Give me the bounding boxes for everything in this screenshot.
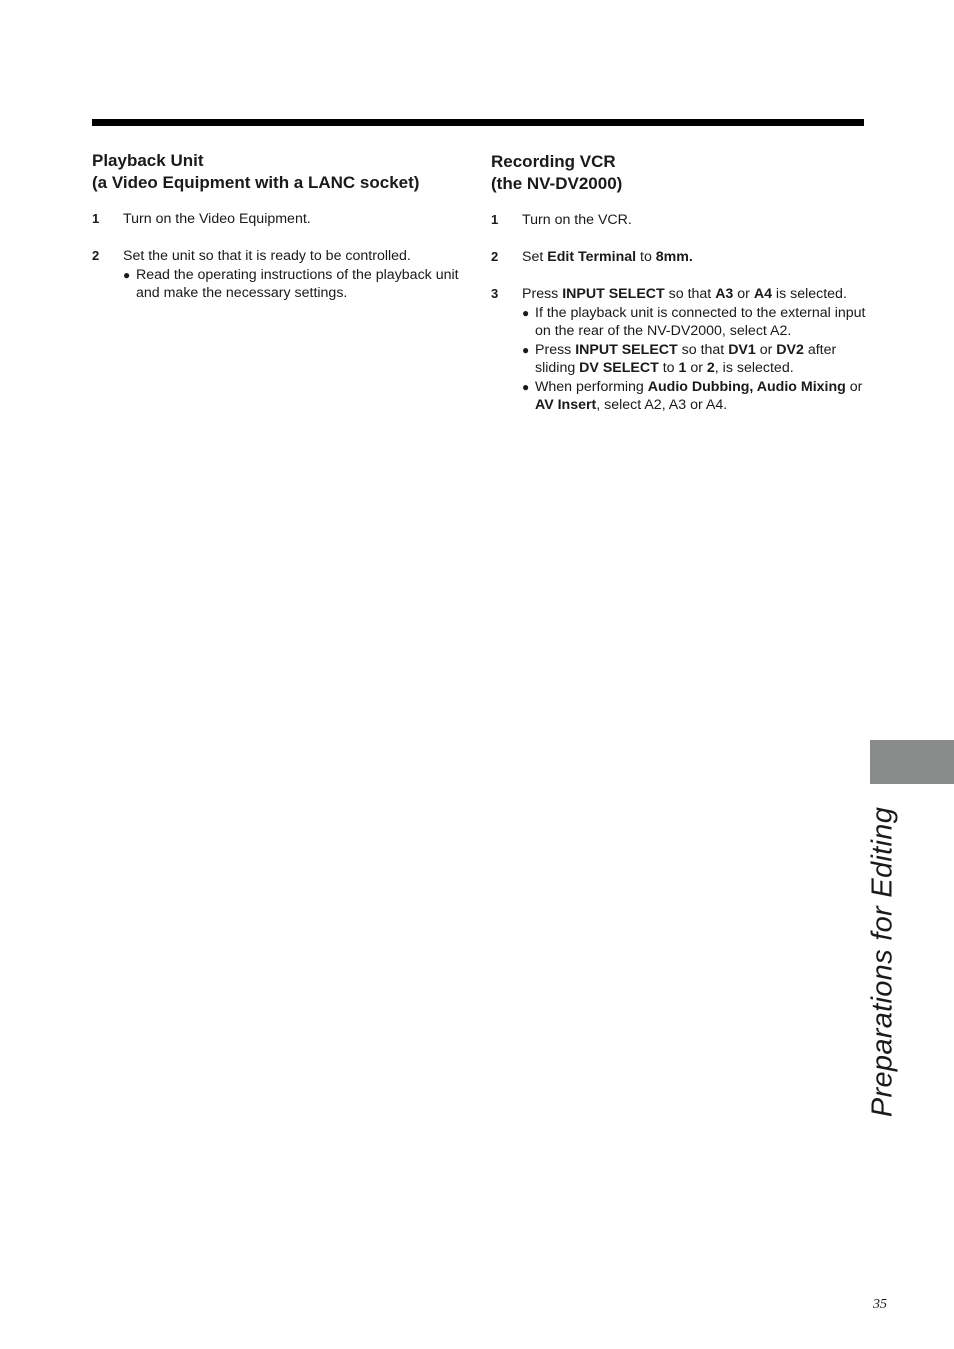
bullet-item: ● Press INPUT SELECT so that DV1 or DV2 after sliding DV SELECT to 1 or 2, is selected. bbox=[522, 341, 837, 376]
step-text: Press INPUT SELECT so that A3 or A4 is selected. bbox=[522, 286, 847, 302]
step-3 bbox=[491, 285, 871, 415]
step-number: 3 bbox=[491, 286, 499, 301]
step-text: Turn on the Video Equipment. bbox=[123, 211, 311, 227]
step-1 bbox=[491, 211, 871, 230]
step-text: Set the unit so that it is ready to be controlled. bbox=[123, 248, 411, 264]
step-number: 1 bbox=[491, 212, 499, 227]
step-text: Turn on the VCR. bbox=[522, 212, 632, 228]
step-number: 1 bbox=[92, 211, 100, 226]
section-heading: Recording VCR (the NV-DV2000) bbox=[491, 152, 623, 193]
recording-vcr-section bbox=[491, 150, 871, 433]
playback-unit-section bbox=[92, 150, 464, 321]
bullet-icon: ● bbox=[522, 305, 530, 320]
step-number: 2 bbox=[92, 248, 100, 263]
bullet-icon: ● bbox=[522, 379, 530, 394]
bullet-item: ● When performing Audio Dubbing, Audio Mixing or AV Insert, select A2, A3 or A4. bbox=[522, 378, 863, 413]
section-heading: Playback Unit (a Video Equipment with a LANC socket) bbox=[92, 151, 420, 192]
bullet-item: ● Read the operating instructions of the playback unit and make the necessary settings. bbox=[123, 266, 459, 301]
step-text: Set Edit Terminal to 8mm. bbox=[522, 249, 693, 265]
bullet-icon: ● bbox=[522, 342, 530, 357]
section-tab bbox=[870, 740, 954, 784]
bullet-icon: ● bbox=[123, 267, 131, 282]
step-2 bbox=[92, 247, 464, 303]
step-number: 2 bbox=[491, 249, 499, 264]
step-1 bbox=[92, 210, 464, 229]
page-number: 35 bbox=[873, 1297, 887, 1312]
bullet-item: ● If the playback unit is connected to the external input on the rear of the NV-DV2000, select A2. bbox=[522, 304, 866, 339]
step-2 bbox=[491, 248, 871, 267]
top-rule bbox=[92, 119, 864, 126]
